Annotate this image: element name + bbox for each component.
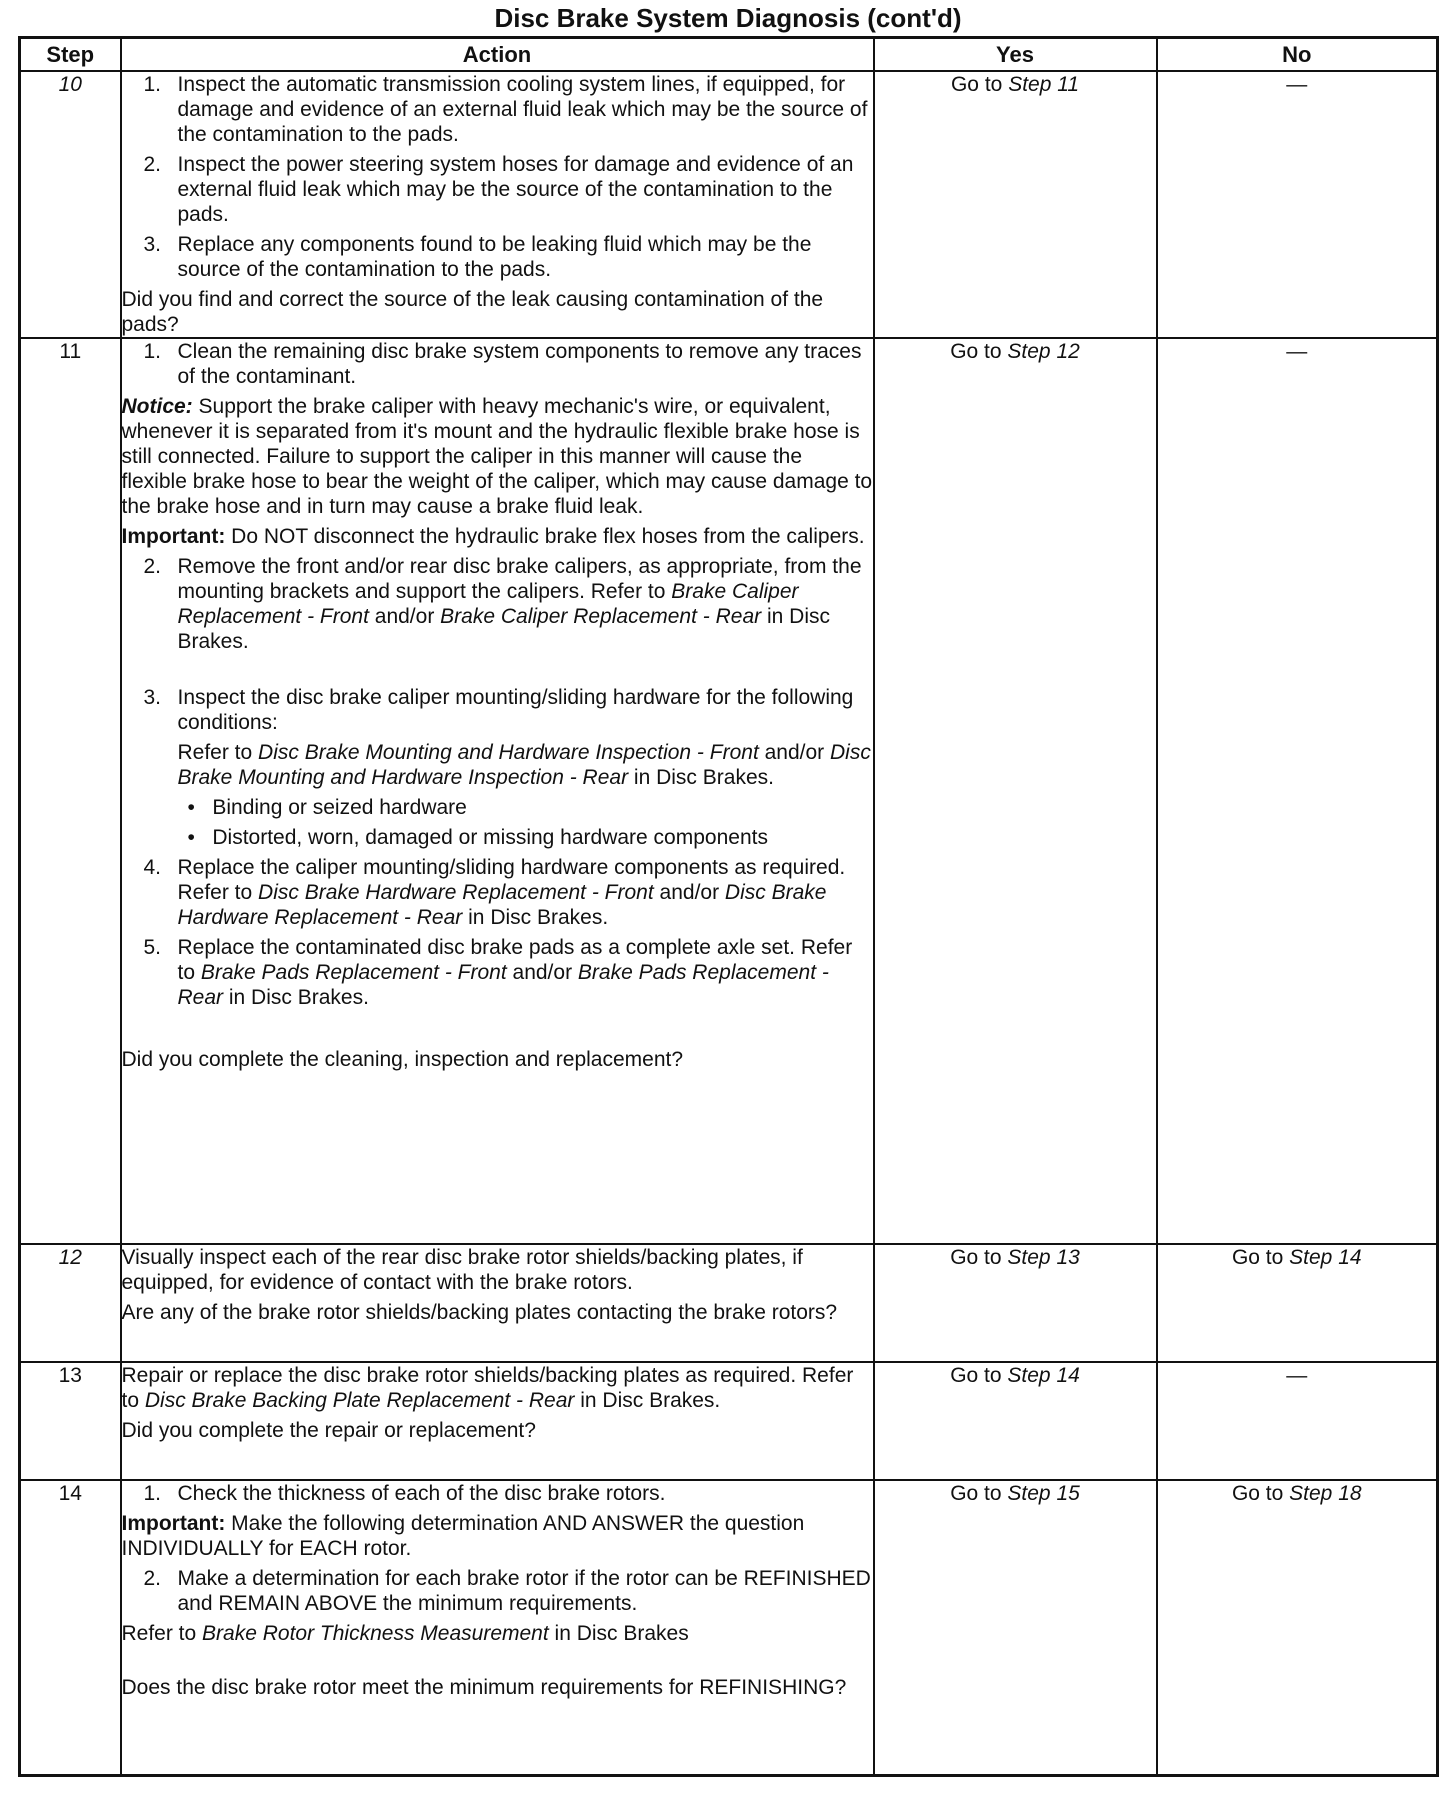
question: Did you find and correct the source of the leak causing contamination of the pads?: [121, 288, 824, 336]
page-title: Disc Brake System Diagnosis (cont'd): [494, 3, 962, 33]
step-number: 14: [20, 1480, 121, 1775]
list-item: 2. Remove the front and/or rear disc brake calipers, as appropriate, from the mounting brackets and support the calipers. Refer to Brake Caliper Replacement - Front and/or Brake Caliper Replacement - Rear in Disc Brakes.: [143, 555, 862, 653]
header-step: Step: [20, 38, 121, 72]
step-number: 10: [20, 71, 121, 338]
list-item: 2. Make a determination for each brake rotor if the rotor can be REFINISHED and REMAIN ABOVE the minimum requirements.: [143, 1567, 871, 1615]
action-cell: [121, 1244, 874, 1362]
no-cell: —: [1157, 338, 1438, 1244]
table-row: [20, 338, 1438, 1244]
question: Are any of the brake rotor shields/backing plates contacting the brake rotors?: [121, 1301, 838, 1324]
action-cell: [121, 338, 874, 1244]
list-item: 1. Check the thickness of each of the disc brake rotors.: [143, 1482, 666, 1505]
yes-cell: Go to Step 13: [874, 1244, 1157, 1362]
header-no: No: [1157, 38, 1438, 72]
bullet-item: • Binding or seized hardware: [187, 796, 467, 819]
header-yes: Yes: [874, 38, 1157, 72]
important-paragraph: Important: Make the following determination AND ANSWER the question INDIVIDUALLY for EACH rotor.: [121, 1512, 805, 1560]
table-row: [20, 1244, 1438, 1362]
no-cell: Go to Step 18: [1157, 1480, 1438, 1775]
no-cell: —: [1157, 71, 1438, 338]
list-item: 2. Inspect the power steering system hoses for damage and evidence of an external fluid leak which may be the source of the contamination to the pads.: [143, 153, 854, 226]
refer-paragraph: Refer to Brake Rotor Thickness Measurement in Disc Brakes: [121, 1622, 689, 1645]
step-number: 11: [20, 338, 121, 1244]
question: Did you complete the repair or replacement?: [121, 1419, 536, 1442]
table-row: [20, 1480, 1438, 1775]
list-item: 1. Clean the remaining disc brake system components to remove any traces of the contaminant.: [143, 340, 862, 388]
list-item: 3. Inspect the disc brake caliper mounting/sliding hardware for the following conditions:: [143, 686, 854, 734]
yes-cell: Go to Step 14: [874, 1362, 1157, 1480]
important-paragraph: Important: Do NOT disconnect the hydraulic brake flex hoses from the calipers.: [121, 525, 865, 548]
yes-cell: Go to Step 11: [874, 71, 1157, 338]
action-cell: [121, 1480, 874, 1775]
table-row: [20, 71, 1438, 338]
question: Does the disc brake rotor meet the minimum requirements for REFINISHING?: [121, 1676, 847, 1699]
yes-cell: Go to Step 12: [874, 338, 1157, 1244]
step-number: 13: [20, 1362, 121, 1480]
list-item: 3. Replace any components found to be leaking fluid which may be the source of the contamination to the pads.: [143, 233, 812, 281]
action-cell: [121, 71, 874, 338]
question: Did you complete the cleaning, inspection and replacement?: [121, 1048, 684, 1071]
no-cell: Go to Step 14: [1157, 1244, 1438, 1362]
yes-cell: Go to Step 15: [874, 1480, 1157, 1775]
bullet-item: • Distorted, worn, damaged or missing hardware components: [187, 826, 768, 849]
no-cell: —: [1157, 1362, 1438, 1480]
diagnosis-table: [18, 36, 1439, 1777]
instruction-text: Visually inspect each of the rear disc brake rotor shields/backing plates, if equipped, for evidence of contact with the brake rotors.: [121, 1246, 803, 1294]
list-item: 5. Replace the contaminated disc brake pads as a complete axle set. Refer to Brake Pads Replacement - Front and/or Brake Pads Replacement - Rear in Disc Brakes.: [143, 936, 853, 1009]
header-action: Action: [121, 38, 874, 72]
list-item: 4. Replace the caliper mounting/sliding hardware components as required. Refer to Disc Brake Hardware Replacement - Front and/or Disc Brake Hardware Replacement - Rear in Disc Brakes.: [143, 856, 846, 929]
header-row: [20, 38, 1438, 72]
notice-paragraph: Notice: Support the brake caliper with heavy mechanic's wire, or equivalent, whenever it is separated from it's mount and the hydraulic flexible brake hose is still connected. Failure to support the caliper in this manner will cause the flexible brake hose to bear the weight of the caliper, which may cause damage to the brake hose and in turn may cause a brake fluid leak.: [121, 395, 873, 518]
action-cell: [121, 1362, 874, 1480]
table-row: [20, 1362, 1438, 1480]
step-number: 12: [20, 1244, 121, 1362]
instruction-text: Repair or replace the disc brake rotor shields/backing plates as required. Refer to Disc Brake Backing Plate Replacement - Rear in Disc Brakes.: [121, 1364, 854, 1412]
list-item: 1. Inspect the automatic transmission cooling system lines, if equipped, for damage and evidence of an external fluid leak which may be the source of the contamination to the pads.: [143, 73, 868, 146]
refer-paragraph: Refer to Disc Brake Mounting and Hardware Inspection - Front and/or Disc Brake Mounting and Hardware Inspection - Rear in Disc Brakes.: [177, 741, 871, 789]
